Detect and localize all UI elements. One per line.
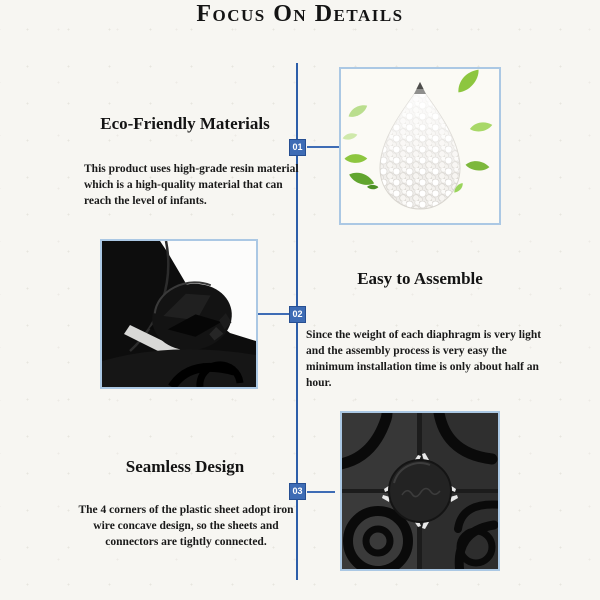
section-2-heading: Easy to Assemble — [357, 269, 483, 288]
timeline-connector-3 — [307, 491, 335, 493]
step-badge-02: 02 — [289, 306, 306, 323]
section-2-figure — [100, 239, 258, 389]
section-3-heading: Seamless Design — [125, 457, 245, 476]
panel-joint-graphic — [342, 413, 498, 569]
connector-closeup-graphic — [102, 241, 256, 387]
section-1-body: This product uses high-grade resin material which is a high-quality material that can reach the level of infants. — [84, 163, 299, 207]
round-connector-disc — [389, 460, 451, 522]
timeline-connector-2 — [256, 313, 289, 315]
section-1-heading: Eco-Friendly Materials — [100, 114, 270, 133]
section-3-figure — [340, 411, 500, 571]
step-badge-03: 03 — [289, 483, 306, 500]
page-title: Focus On Details — [196, 1, 404, 27]
step-badge-01: 01 — [289, 139, 306, 156]
section-3-body: The 4 corners of the plastic sheet adopt iron wire concave design, so the sheets and connectors are tightly connected. — [78, 504, 294, 548]
section-2-body: Since the weight of each diaphragm is very light and the assembly process is very easy the minimum installation time is only about half an hour. — [306, 329, 542, 389]
resin-droplet-graphic — [341, 69, 499, 223]
section-1-figure — [339, 67, 501, 225]
